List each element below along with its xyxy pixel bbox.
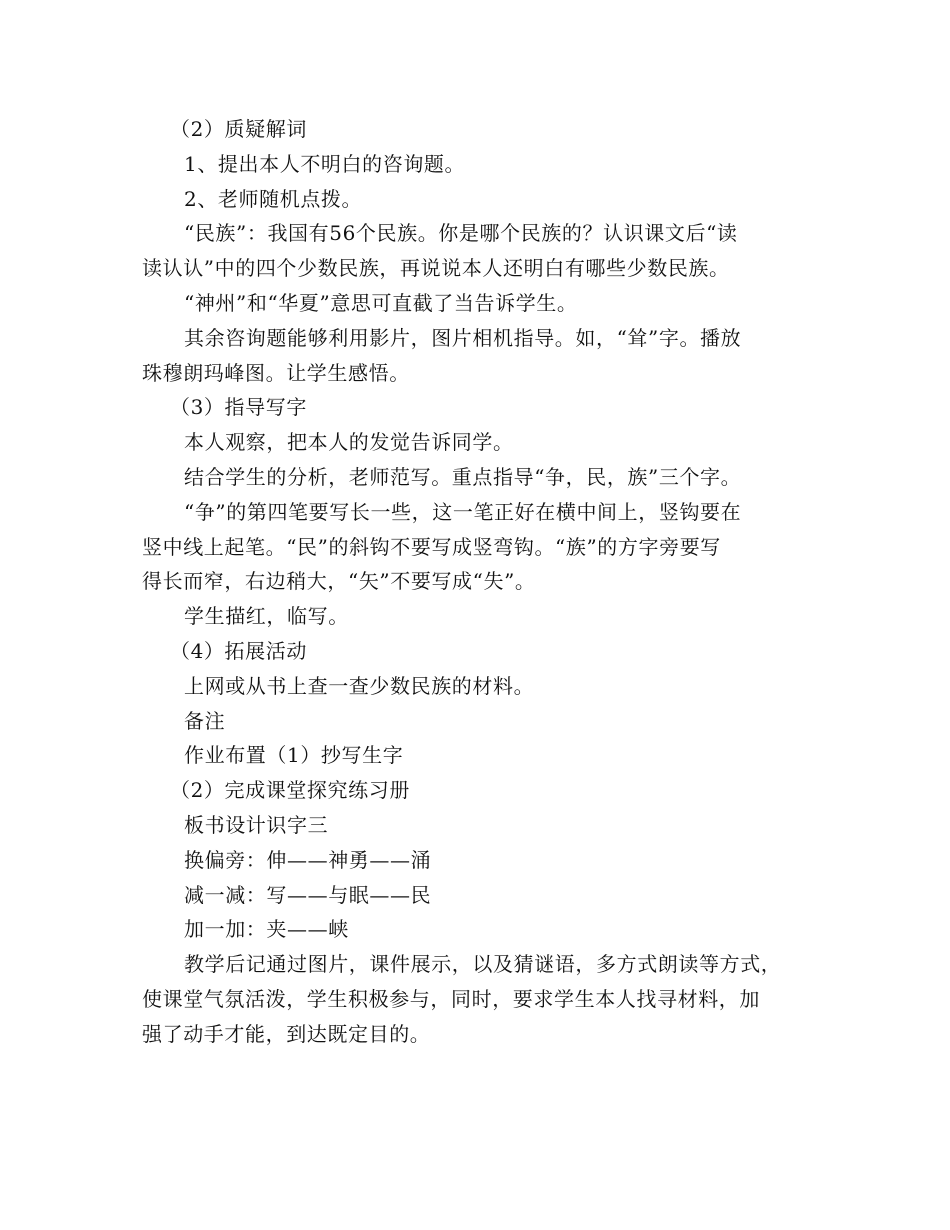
paragraph-line: 竖中线上起笔。“民”的斜钩不要写成竖弯钩。“族”的方字旁要写 [142,534,721,559]
paragraph-line: 上网或从书上查一查少数民族的材料。 [184,673,535,698]
reflection-line: 使课堂气氛活泼，学生积极参与，同时，要求学生本人找寻材料，加 [142,986,760,1011]
paragraph-line: 结合学生的分析，老师范写。重点指导“争，民，族”三个字。 [184,464,742,489]
board-design-item: 加一加：夹——峡 [184,917,349,942]
section-heading: （4）拓展活动 [170,638,307,663]
paragraph-line: 本人观察，把本人的发觉告诉同学。 [184,430,514,455]
section-heading: （3）指导写字 [170,395,307,420]
board-design-item: 减一减：写——与眠——民 [184,882,432,907]
paragraph-line: 珠穆朗玛峰图。让学生感悟。 [142,360,410,385]
paragraph-line: 得长而窄，右边稍大，“矢”不要写成“失”。 [142,569,536,594]
reflection-line: 强了动手才能，到达既定目的。 [142,1021,431,1046]
notes-label: 备注 [184,708,226,733]
homework-line: （2）完成课堂探究练习册 [170,778,410,803]
reflection-line: 教学后记通过图片，课件展示，以及猜谜语，多方式朗读等方式， [184,952,782,977]
paragraph-line: 读认认”中的四个少数民族，再说说本人还明白有哪些少数民族。 [142,256,730,281]
board-design-title: 板书设计识字三 [184,812,329,837]
paragraph-line: 2、老师随机点拨。 [184,186,363,211]
paragraph-line: 1、提出本人不明白的咨询题。 [184,151,466,176]
section-heading: （2）质疑解词 [170,117,307,141]
paragraph-line: 学生描红，临写。 [184,604,349,629]
paragraph-line: “民族”：我国有56个民族。你是哪个民族的？认识课文后“读 [184,221,738,246]
paragraph-line: “争”的第四笔要写长一些，这一笔正好在横中间上，竖钩要在 [184,499,742,524]
board-design-item: 换偏旁：伸——神勇——涌 [184,847,432,872]
homework-line: 作业布置（1）抄写生字 [184,743,404,768]
document-body [142,112,818,1052]
paragraph-line: 其余咨询题能够利用影片，图片相机指导。如，“耸”字。播放 [184,325,742,350]
paragraph-line: “神州”和“华夏”意思可直截了当告诉学生。 [184,290,578,315]
